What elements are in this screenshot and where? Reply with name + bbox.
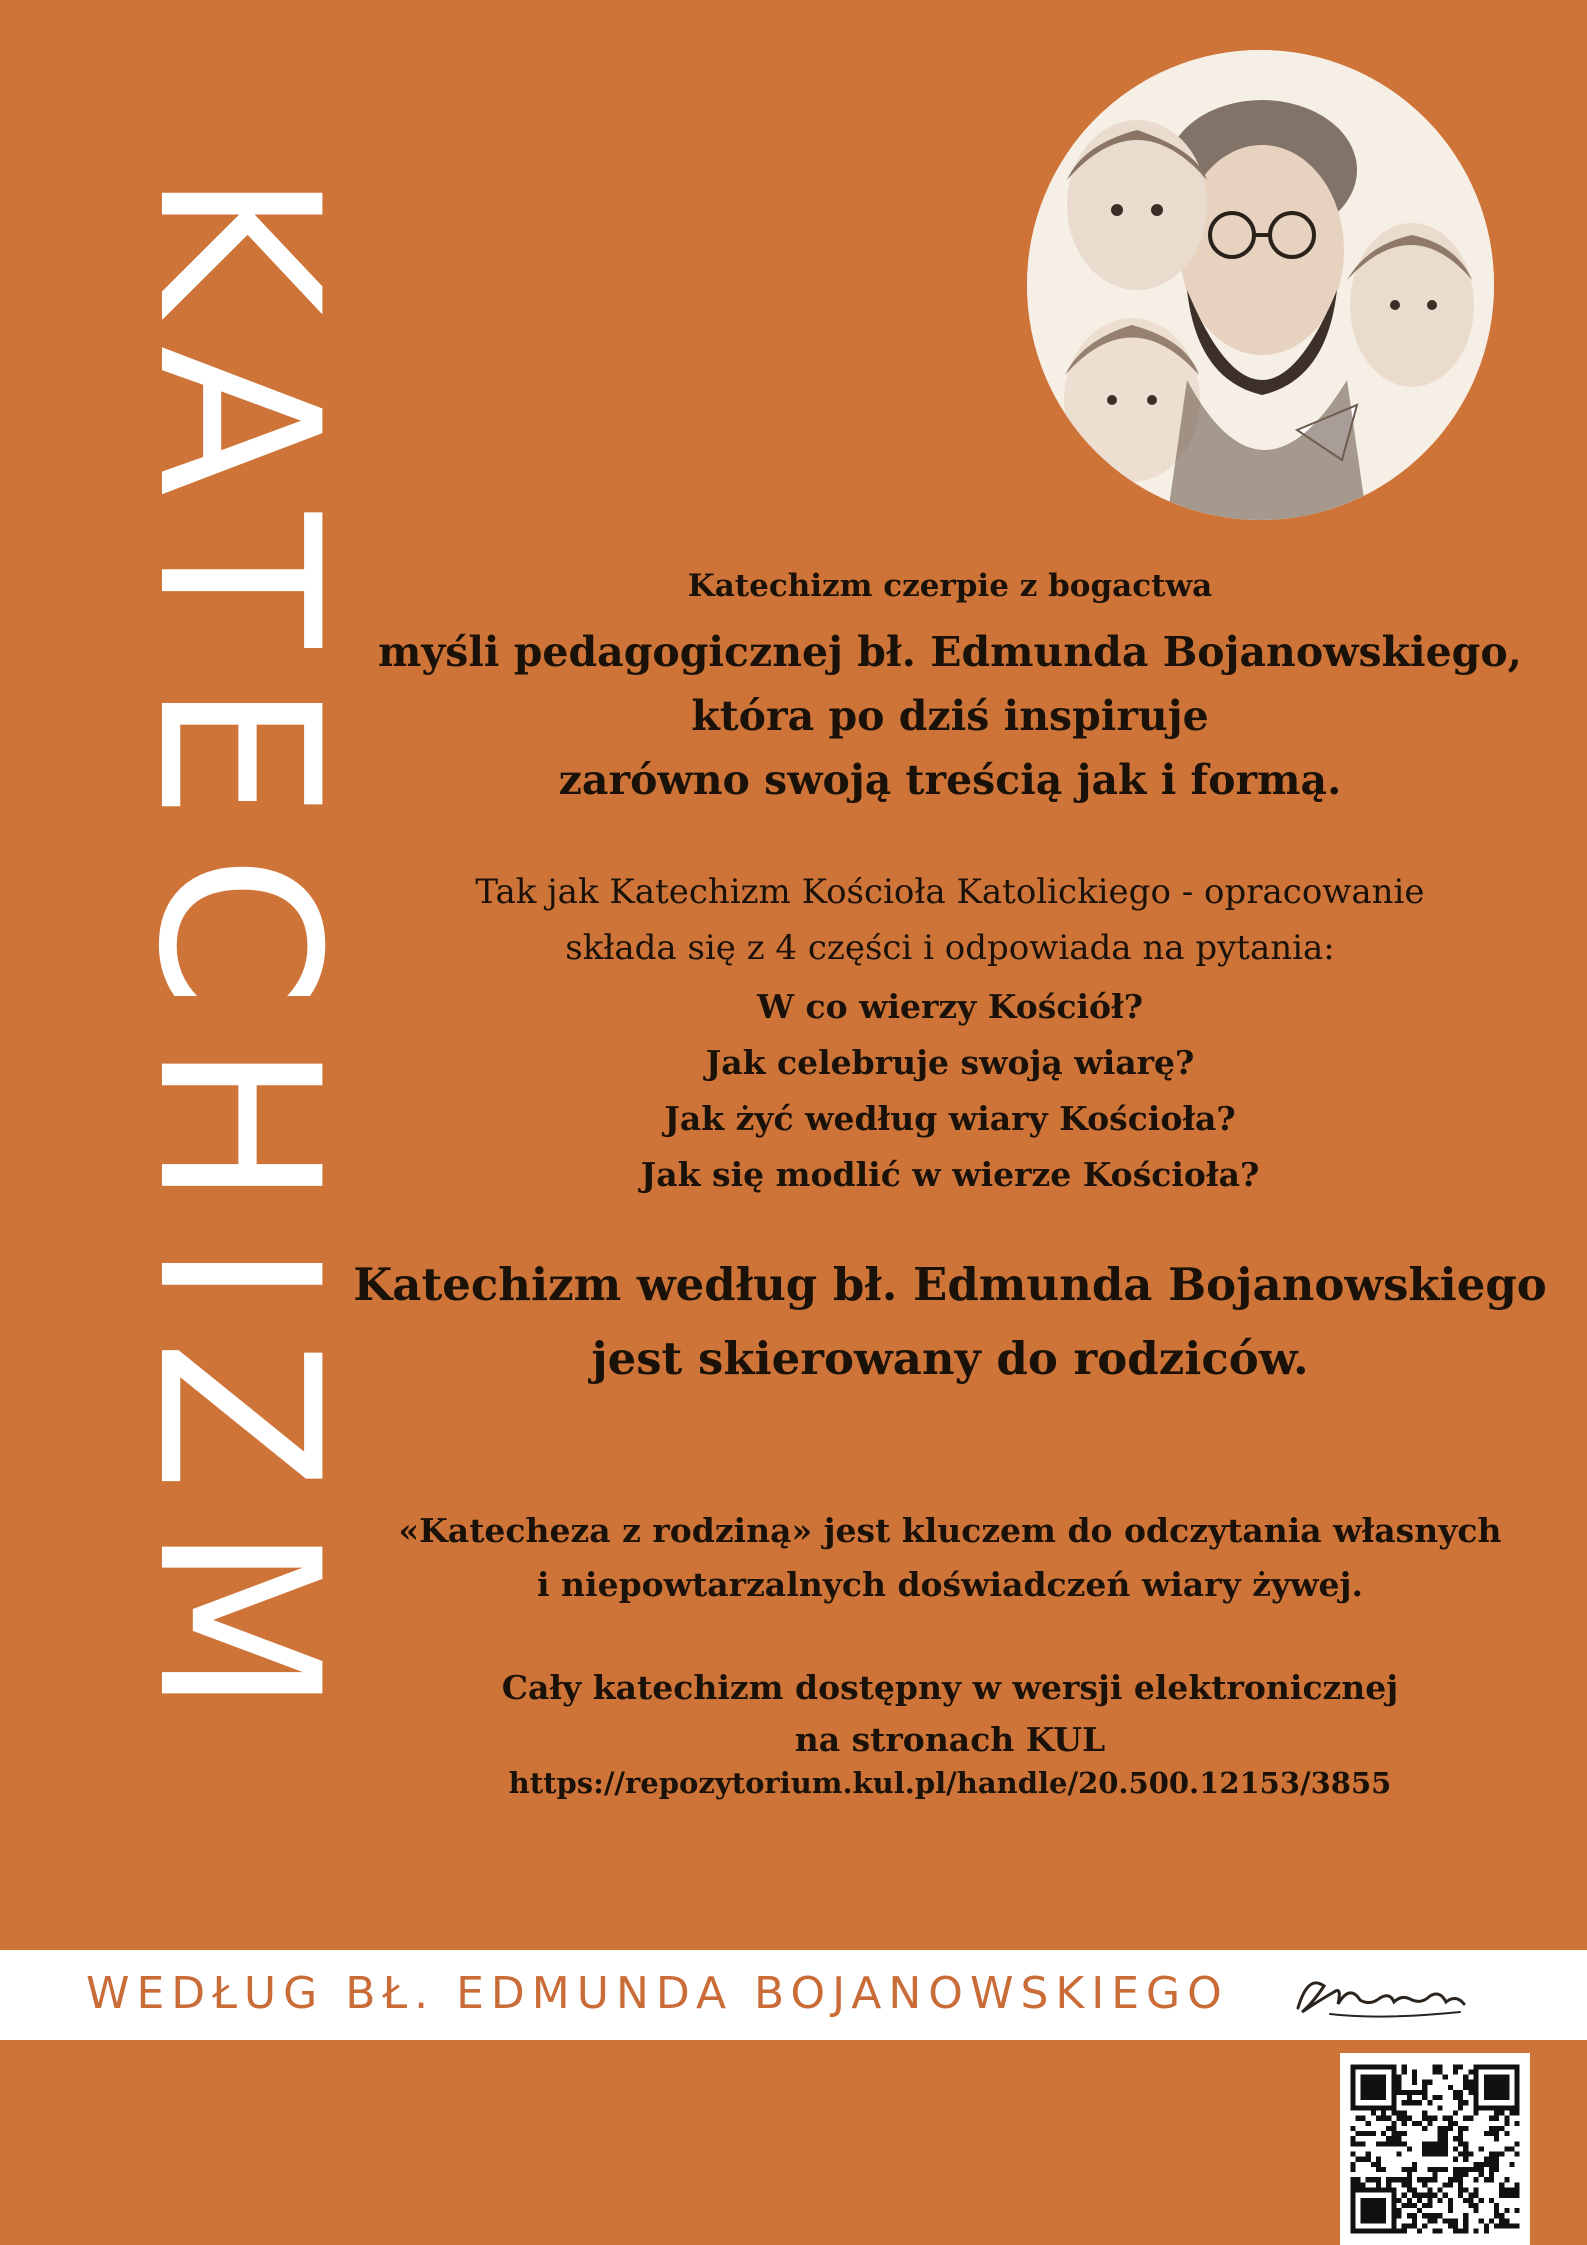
intro-line-4: zarówno swoją treścią jak i formą. <box>558 756 1342 804</box>
intro-paragraph <box>340 620 1560 812</box>
availability-line-2: na stronach KUL <box>794 1720 1106 1759</box>
audience-heading <box>340 1248 1560 1396</box>
structure-line-1: Tak jak Katechizm Kościoła Katolickiego - opracowanie <box>475 872 1425 912</box>
availability-paragraph <box>340 1662 1560 1766</box>
audience-line-2: jest skierowany do rodziców. <box>591 1332 1309 1385</box>
questions-list <box>340 979 1560 1203</box>
qr-code-graphic <box>1340 2053 1530 2245</box>
question-item: Jak się modlić w wierze Kościoła? <box>640 1155 1260 1194</box>
qr-code-icon[interactable] <box>1340 2053 1530 2245</box>
portrait-illustration <box>1027 50 1494 520</box>
band-subtitle: WEDŁUG BŁ. EDMUNDA BOJANOWSKIEGO <box>86 1968 1229 2019</box>
intro-line-2: myśli pedagogicznej bł. Edmunda Bojanowskiego, <box>378 628 1522 676</box>
intro-line-1: Katechizm czerpie z bogactwa <box>687 568 1213 604</box>
catechesis-line-2: i niepowtarzalnych doświadczeń wiary żywej. <box>537 1565 1363 1604</box>
vertical-title: KATECHIZM <box>110 171 366 1749</box>
structure-line-2: składa się z 4 części i odpowiada na pytania: <box>565 928 1335 968</box>
catechesis-line-1: «Katecheza z rodziną» jest kluczem do odczytania własnych <box>398 1511 1502 1550</box>
repository-url[interactable]: https://repozytorium.kul.pl/handle/20.500.12153/3855 <box>508 1766 1392 1800</box>
availability-line-1: Cały katechizm dostępny w wersji elektronicznej <box>501 1668 1399 1707</box>
question-item: Jak żyć według wiary Kościoła? <box>664 1099 1236 1138</box>
structure-paragraph <box>340 864 1560 976</box>
audience-line-1: Katechizm według bł. Edmunda Bojanowskiego <box>353 1258 1547 1311</box>
portrait-drawing <box>1027 50 1494 520</box>
catechesis-paragraph <box>340 1504 1560 1612</box>
question-item: Jak celebruje swoją wiarę? <box>705 1043 1195 1082</box>
intro-line-3: która po dziś inspiruje <box>691 692 1209 740</box>
signature-image <box>1290 1964 1480 2028</box>
question-item: W co wierzy Kościół? <box>756 987 1144 1026</box>
